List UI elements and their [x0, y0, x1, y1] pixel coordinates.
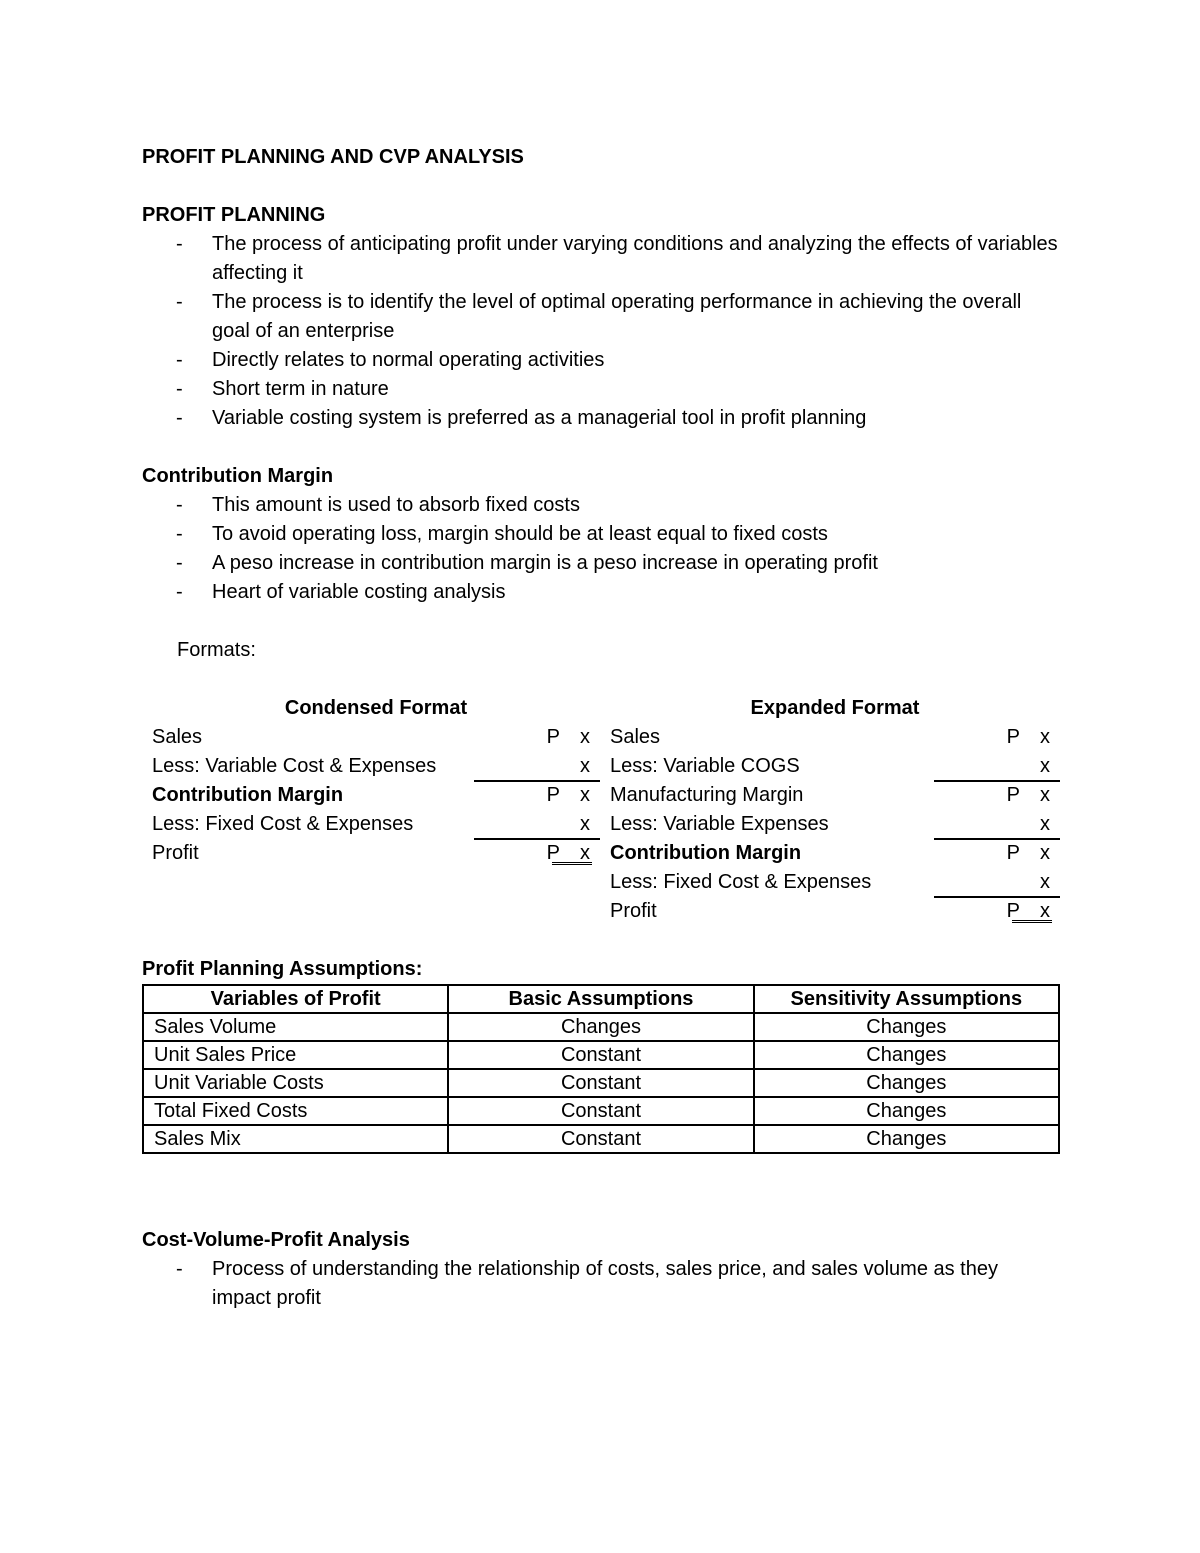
formats-label: Formats:: [177, 639, 256, 661]
table-cell: Constant: [448, 1125, 753, 1153]
peso-sign: P: [546, 842, 560, 864]
statement-row: [610, 897, 1060, 926]
assumptions-table: [142, 984, 1060, 1154]
condensed-format-title: Condensed Format: [284, 697, 468, 719]
row-amount: [932, 723, 1050, 752]
contribution-margin-list: [142, 491, 1060, 607]
list-item: - Variable costing system is preferred as a managerial tool in profit planning: [142, 404, 1060, 433]
list-item: - The process of anticipating profit under varying conditions and analyzing the effects of variables affecting it: [142, 230, 1060, 288]
row-label: Manufacturing Margin: [610, 784, 804, 806]
column-header: Sensitivity Assumptions: [754, 985, 1059, 1013]
row-label: Less: Fixed Cost & Expenses: [610, 871, 872, 893]
list-item: - This amount is used to absorb fixed costs: [142, 491, 1060, 520]
statement-row: [610, 810, 1060, 839]
table-cell: Constant: [448, 1097, 753, 1125]
table-cell: Changes: [448, 1013, 753, 1041]
total-double-rule: [1012, 920, 1052, 923]
list-item: - Process of understanding the relationship of costs, sales price, and sales volume as they impact profit: [142, 1255, 1060, 1313]
row-amount: [932, 868, 1050, 897]
amount-placeholder: x: [580, 813, 590, 835]
amount-placeholder: x: [1040, 900, 1050, 922]
total-double-rule: [552, 862, 592, 865]
amount-placeholder: x: [1040, 784, 1050, 806]
table-cell: Constant: [448, 1041, 753, 1069]
row-amount: [472, 723, 590, 752]
statement-row: [152, 723, 600, 752]
amount-placeholder: x: [1040, 726, 1050, 748]
statement-row: [152, 752, 600, 781]
peso-sign: P: [546, 784, 560, 806]
row-label: Less: Fixed Cost & Expenses: [152, 813, 414, 835]
row-amount: [932, 752, 1050, 781]
peso-sign: P: [546, 726, 560, 748]
expanded-format: [610, 694, 1060, 926]
cvp-heading: Cost-Volume-Profit Analysis: [142, 1229, 410, 1251]
table-cell: Changes: [754, 1013, 1059, 1041]
row-label: Profit: [152, 842, 199, 864]
row-label: Contribution Margin: [152, 784, 344, 806]
table-cell: Sales Volume: [143, 1013, 448, 1041]
column-header: Basic Assumptions: [448, 985, 753, 1013]
table-row: [143, 1013, 1059, 1041]
document-page: [142, 143, 1060, 1313]
table-cell: Total Fixed Costs: [143, 1097, 448, 1125]
peso-sign: P: [1006, 900, 1020, 922]
row-amount: [932, 810, 1050, 839]
table-row: [143, 1125, 1059, 1153]
list-item: - Directly relates to normal operating activities: [142, 346, 1060, 375]
list-item: - The process is to identify the level of optimal operating performance in achieving the overall goal of an enterprise: [142, 288, 1060, 346]
profit-planning-heading: PROFIT PLANNING: [142, 204, 326, 226]
list-item: - To avoid operating loss, margin should be at least equal to fixed costs: [142, 520, 1060, 549]
column-header: Variables of Profit: [143, 985, 448, 1013]
amount-placeholder: x: [1040, 813, 1050, 835]
statement-row: [152, 810, 600, 839]
statement-row: [610, 723, 1060, 752]
row-amount: [932, 781, 1050, 810]
row-label: Sales: [610, 726, 661, 748]
table-cell: Constant: [448, 1069, 753, 1097]
row-label: Profit: [610, 900, 657, 922]
statement-row: [610, 752, 1060, 781]
statement-row: [610, 868, 1060, 897]
table-cell: Changes: [754, 1097, 1059, 1125]
list-item: - A peso increase in contribution margin is a peso increase in operating profit: [142, 549, 1060, 578]
amount-placeholder: x: [580, 755, 590, 777]
peso-sign: P: [1006, 726, 1020, 748]
contribution-margin-heading: Contribution Margin: [142, 465, 334, 487]
row-label: Contribution Margin: [610, 842, 802, 864]
cvp-list: [142, 1255, 1060, 1313]
peso-sign: P: [1006, 842, 1020, 864]
statement-row: [610, 839, 1060, 868]
row-label: Less: Variable Cost & Expenses: [152, 755, 437, 777]
table-cell: Changes: [754, 1041, 1059, 1069]
assumptions-heading: Profit Planning Assumptions:: [142, 958, 423, 980]
table-cell: Unit Sales Price: [143, 1041, 448, 1069]
table-cell: Unit Variable Costs: [143, 1069, 448, 1097]
amount-placeholder: x: [1040, 755, 1050, 777]
table-cell: Changes: [754, 1069, 1059, 1097]
table-header-row: [143, 985, 1059, 1013]
condensed-format: [152, 694, 600, 868]
table-cell: Changes: [754, 1125, 1059, 1153]
table-row: [143, 1041, 1059, 1069]
amount-placeholder: x: [1040, 842, 1050, 864]
row-label: Sales: [152, 726, 203, 748]
expanded-format-title: Expanded Format: [750, 697, 920, 719]
row-amount: [472, 781, 590, 810]
peso-sign: P: [1006, 784, 1020, 806]
table-cell: Sales Mix: [143, 1125, 448, 1153]
row-amount: [932, 839, 1050, 868]
income-statement-formats: [142, 694, 1060, 955]
row-label: Less: Variable COGS: [610, 755, 800, 777]
profit-planning-list: [142, 230, 1060, 433]
row-label: Less: Variable Expenses: [610, 813, 829, 835]
row-amount: [472, 810, 590, 839]
amount-placeholder: x: [1040, 871, 1050, 893]
table-row: [143, 1097, 1059, 1125]
list-item: - Heart of variable costing analysis: [142, 578, 1060, 607]
statement-row: [152, 781, 600, 810]
statement-row: [152, 839, 600, 868]
document-title: PROFIT PLANNING AND CVP ANALYSIS: [142, 146, 524, 168]
statement-row: [610, 781, 1060, 810]
amount-placeholder: x: [580, 842, 590, 864]
row-amount: [472, 752, 590, 781]
list-item: - Short term in nature: [142, 375, 1060, 404]
table-row: [143, 1069, 1059, 1097]
amount-placeholder: x: [580, 726, 590, 748]
amount-placeholder: x: [580, 784, 590, 806]
